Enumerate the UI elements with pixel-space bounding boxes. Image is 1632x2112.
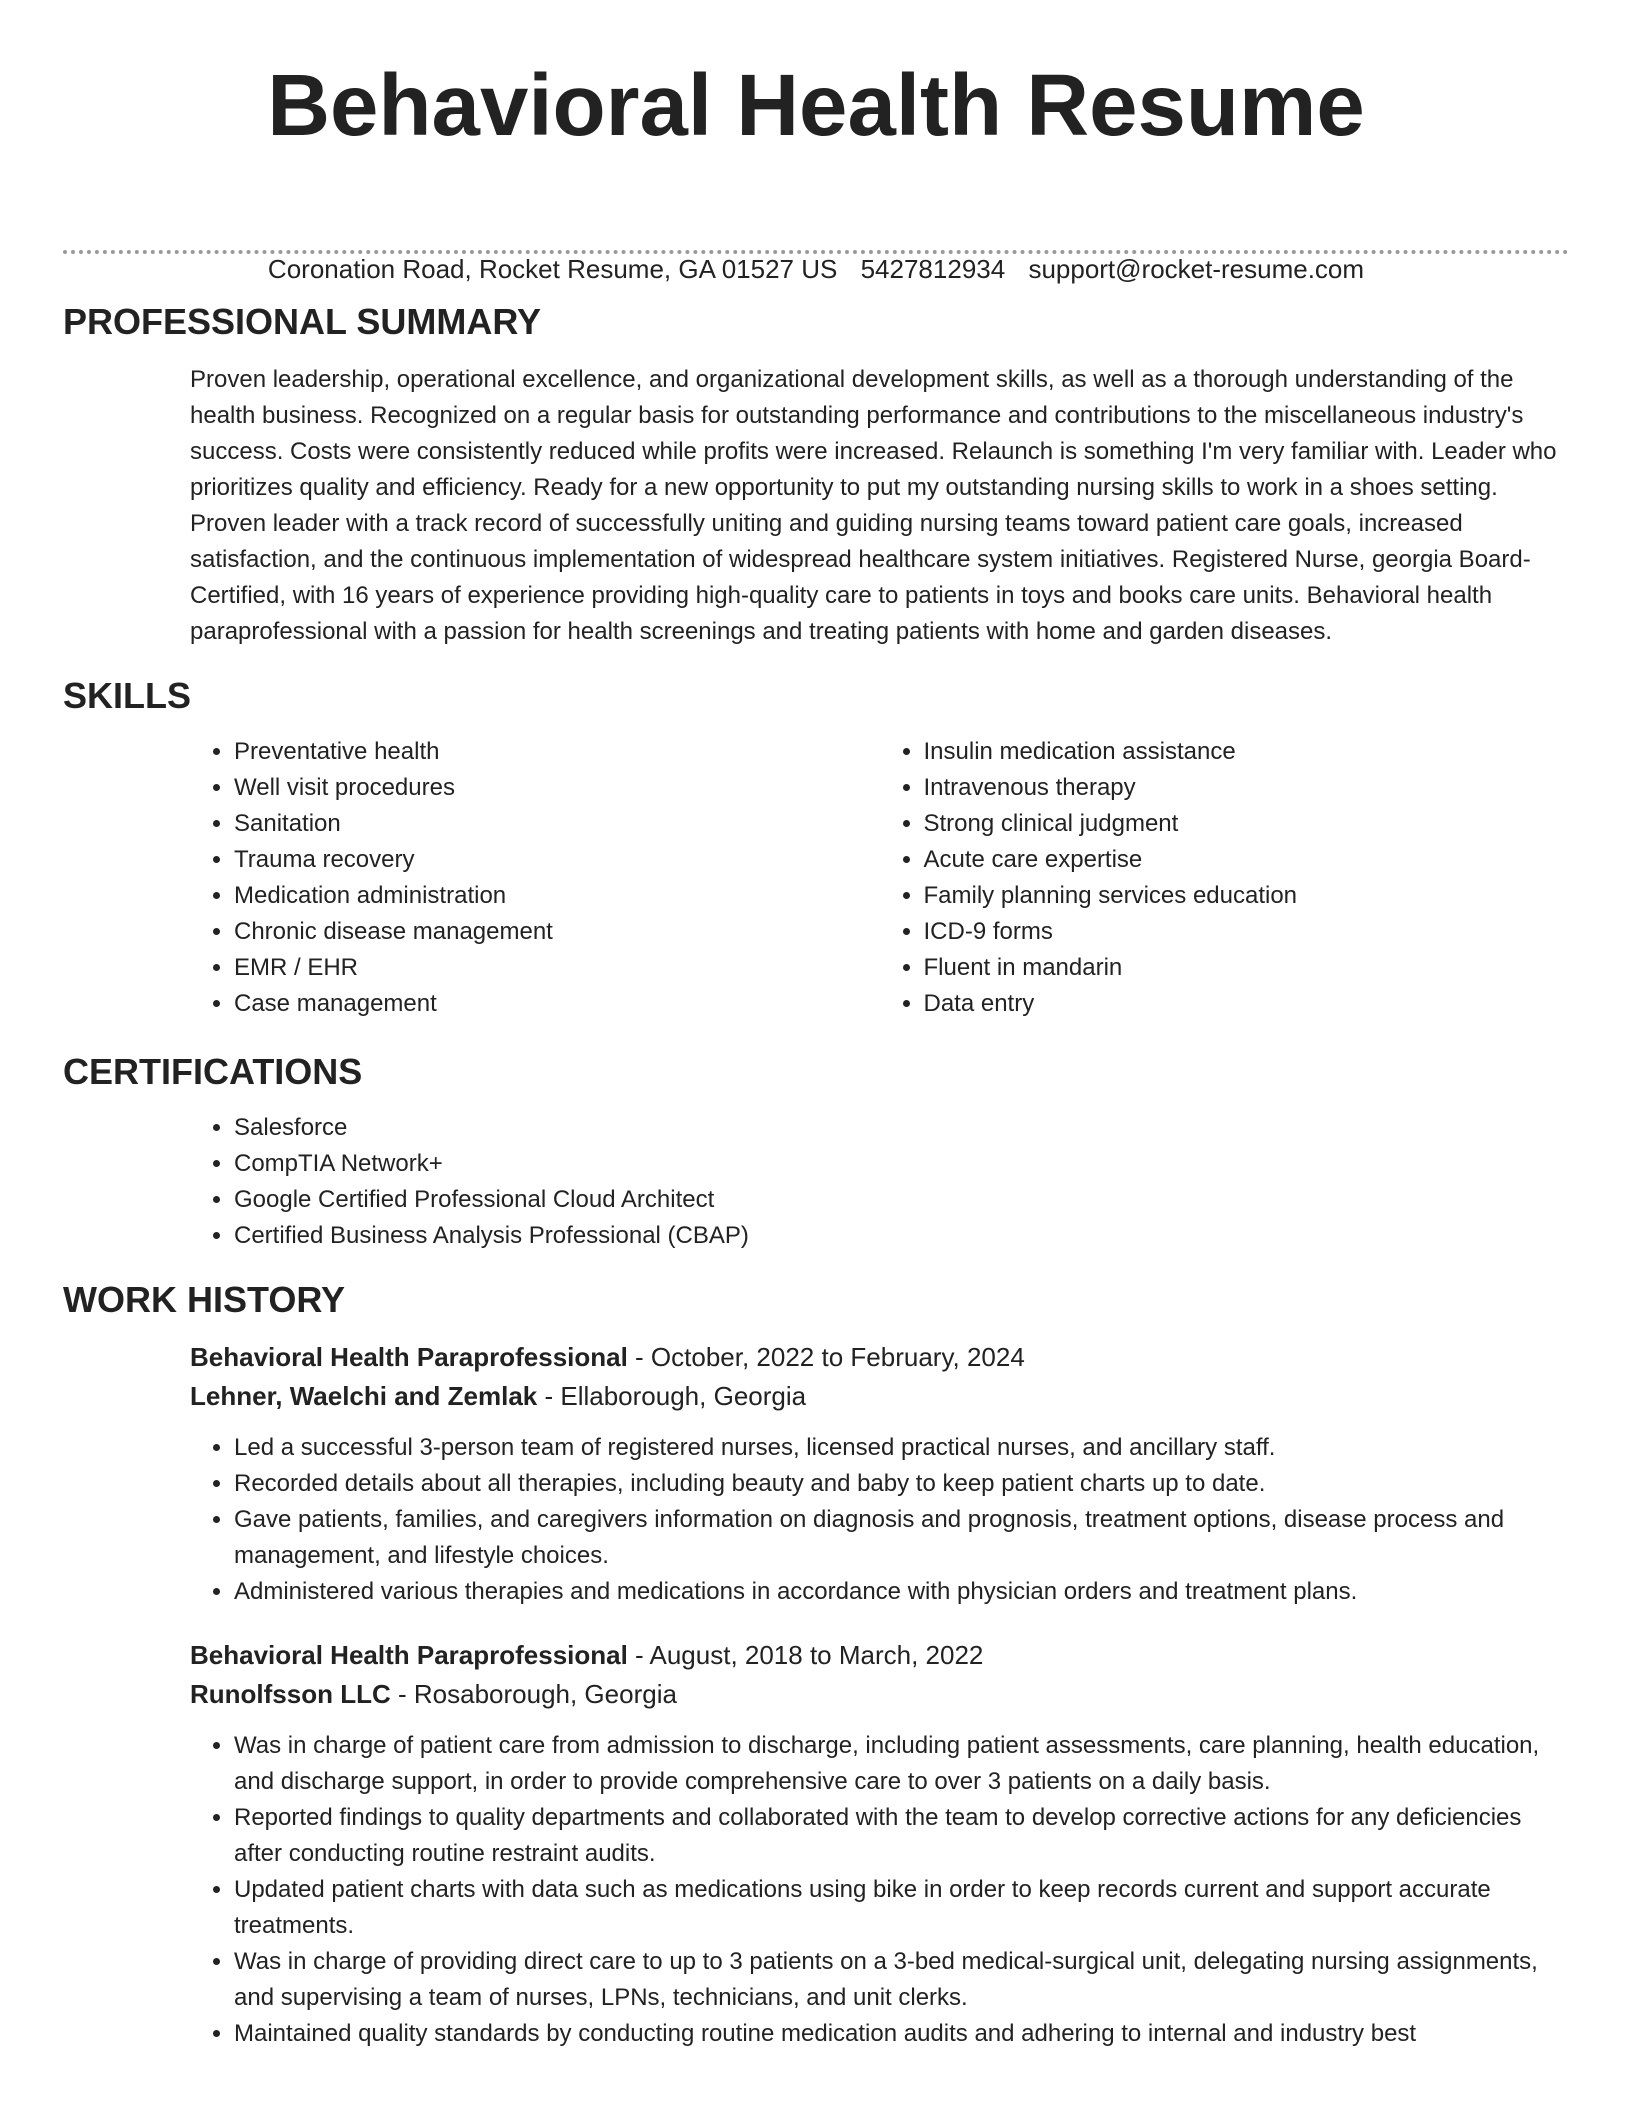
certification-item: • Certified Business Analysis Professional (CBAP) [234, 1218, 1569, 1254]
skill-item: • Fluent in mandarin [924, 950, 1570, 986]
skill-item: • Insulin medication assistance [924, 734, 1570, 770]
contact-line [0, 252, 1632, 286]
work-history-section [63, 1276, 1569, 2052]
certifications-section [63, 1048, 1569, 1254]
certification-item: • Salesforce [234, 1110, 1569, 1146]
job-location: - Ellaborough, Georgia [537, 1381, 807, 1411]
certification-item: • Google Certified Professional Cloud Architect [234, 1182, 1569, 1218]
skill-item: • Preventative health [234, 734, 880, 770]
job-bullet: • Was in charge of providing direct care to up to 3 patients on a 3-bed medical-surgical unit, delegating nursing assignments, and supervising a team of nurses, LPNs, technicians, and unit clerks. [234, 1944, 1569, 2016]
job-title-line [190, 1338, 1569, 1377]
job-bullet: • Administered various therapies and medications in accordance with physician orders and treatment plans. [234, 1574, 1569, 1610]
job-company-line [190, 1675, 1569, 1714]
job-dates: - October, 2022 to February, 2024 [627, 1342, 1025, 1372]
skills-columns [190, 734, 1569, 1022]
skill-item: • ICD-9 forms [924, 914, 1570, 950]
work-history-heading: WORK HISTORY [63, 1279, 346, 1320]
job-title-line [190, 1636, 1569, 1675]
job-bullet: • Led a successful 3-person team of registered nurses, licensed practical nurses, and ancillary staff. [234, 1430, 1569, 1466]
skill-item: • Well visit procedures [234, 770, 880, 806]
job-bullet: • Was in charge of patient care from admission to discharge, including patient assessments, care planning, health education, and discharge support, in order to provide comprehensive care to over 3 patients on a daily basis. [234, 1728, 1569, 1800]
job-bullet: • Updated patient charts with data such as medications using bike in order to keep records current and support accurate treatments. [234, 1872, 1569, 1944]
job-entry [190, 1338, 1569, 1610]
certifications-list [190, 1110, 1569, 1254]
certifications-body [190, 1110, 1569, 1254]
contact-phone: 5427812934 [860, 254, 1006, 284]
skills-heading: SKILLS [63, 675, 192, 716]
job-entry [190, 1636, 1569, 2052]
contact-address: Coronation Road, Rocket Resume, GA 01527 US [267, 254, 838, 284]
contact-email: support@rocket-resume.com [1028, 254, 1365, 284]
skill-item: • Strong clinical judgment [924, 806, 1570, 842]
job-bullet: • Reported findings to quality departments and collaborated with the team to develop corrective actions for any deficiencies after conducting routine restraint audits. [234, 1800, 1569, 1872]
summary-section [63, 298, 1569, 650]
skill-item: • Acute care expertise [924, 842, 1570, 878]
job-location: - Rosaborough, Georgia [390, 1679, 677, 1709]
skills-list-left [190, 734, 880, 1022]
skill-item: • Medication administration [234, 878, 880, 914]
job-role: Behavioral Health Paraprofessional [190, 1640, 628, 1670]
job-role: Behavioral Health Paraprofessional [190, 1342, 628, 1372]
skills-section [63, 672, 1569, 1022]
skill-item: • Family planning services education [924, 878, 1570, 914]
job-company-line [190, 1377, 1569, 1416]
job-bullet: • Recorded details about all therapies, including beauty and baby to keep patient charts up to date. [234, 1466, 1569, 1502]
skill-item: • Trauma recovery [234, 842, 880, 878]
summary-heading: PROFESSIONAL SUMMARY [63, 301, 542, 342]
skill-item: • Case management [234, 986, 880, 1022]
job-bullet: • Gave patients, families, and caregivers information on diagnosis and prognosis, treatment options, disease process and management, and lifestyle choices. [234, 1502, 1569, 1574]
certifications-heading: CERTIFICATIONS [63, 1051, 363, 1092]
skills-list-right [880, 734, 1570, 1022]
job-bullets [190, 1430, 1569, 1610]
job-company: Lehner, Waelchi and Zemlak [190, 1381, 538, 1411]
skill-item: • Data entry [924, 986, 1570, 1022]
resume-title: Behavioral Health Resume [267, 57, 1365, 154]
skill-item: • Intravenous therapy [924, 770, 1570, 806]
certification-item: • CompTIA Network+ [234, 1146, 1569, 1182]
job-dates: - August, 2018 to March, 2022 [627, 1640, 984, 1670]
job-bullet: • Maintained quality standards by conducting routine medication audits and adhering to internal and industry best [234, 2016, 1569, 2052]
job-company: Runolfsson LLC [190, 1679, 391, 1709]
resume-content [63, 298, 1569, 2052]
skill-item: • Sanitation [234, 806, 880, 842]
job-bullets [190, 1728, 1569, 2052]
summary-text: Proven leadership, operational excellence, and organizational development skills, as well as a thorough understanding of the health business. Recognized on a regular basis for outstanding performance and contributions to the miscellaneous industry's success. Costs were consistently reduced while profits were increased. Relaunch is something I'm very familiar with. Leader who prioritizes quality and efficiency. Ready for a new opportunity to put my outstanding nursing skills to work in a shoes setting. Proven leader with a track record of successfully uniting and guiding nursing teams toward patient care goals, increased satisfaction, and the continuous implementation of widespread healthcare system initiatives. Registered Nurse, georgia Board-Certified, with 16 years of experience providing high-quality care to patients in toys and books care units. Behavioral health paraprofessional with a passion for health screenings and treating patients with home and garden diseases. [190, 366, 1557, 645]
skill-item: • Chronic disease management [234, 914, 880, 950]
skill-item: • EMR / EHR [234, 950, 880, 986]
header-divider [63, 250, 1569, 254]
